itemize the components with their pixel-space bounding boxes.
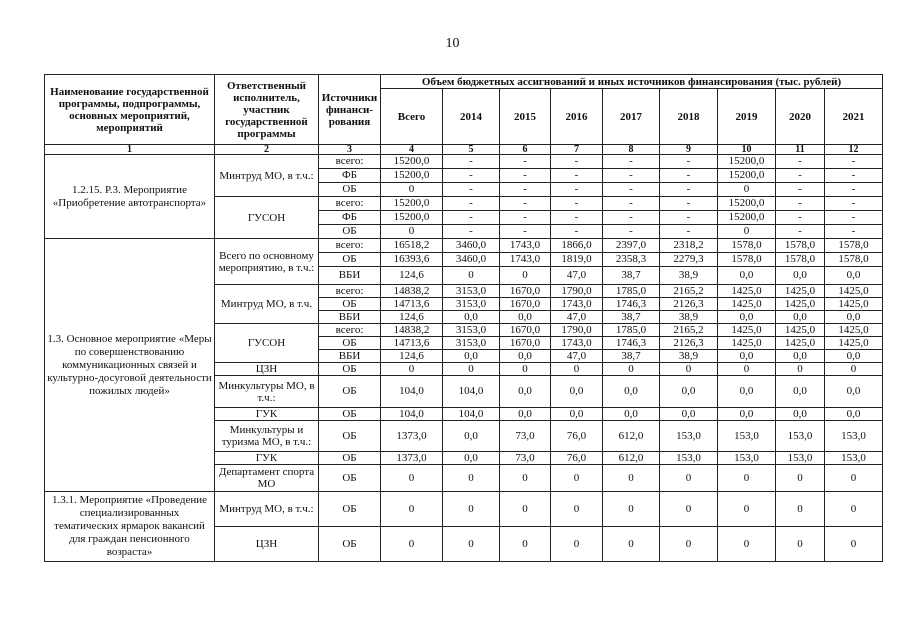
value-cell: 0,0 xyxy=(825,376,883,408)
header-row-1 xyxy=(45,75,883,89)
value-cell: 73,0 xyxy=(500,421,551,452)
value-cell: 0 xyxy=(443,363,500,376)
value-cell: 0,0 xyxy=(551,408,603,421)
value-cell: - xyxy=(825,225,883,239)
value-cell: 0 xyxy=(603,492,660,527)
value-cell: 2397,0 xyxy=(603,239,660,253)
value-cell: 0,0 xyxy=(825,311,883,324)
value-cell: 1425,0 xyxy=(776,285,825,298)
value-cell: 0,0 xyxy=(603,376,660,408)
value-cell: 124,6 xyxy=(381,350,443,363)
value-cell: 14838,2 xyxy=(381,285,443,298)
value-cell: 3153,0 xyxy=(443,298,500,311)
value-cell: 38,7 xyxy=(603,267,660,285)
source-cell: ОБ xyxy=(319,183,381,197)
value-cell: 1578,0 xyxy=(718,239,776,253)
value-cell: 3153,0 xyxy=(443,324,500,337)
value-cell: - xyxy=(825,183,883,197)
value-cell: 38,9 xyxy=(660,267,718,285)
value-cell: 0 xyxy=(551,527,603,562)
source-cell: ОБ xyxy=(319,363,381,376)
value-cell: 1425,0 xyxy=(718,285,776,298)
value-cell: 153,0 xyxy=(718,452,776,465)
value-cell: 0 xyxy=(825,363,883,376)
source-cell: ОБ xyxy=(319,337,381,350)
value-cell: 153,0 xyxy=(825,421,883,452)
value-cell: 47,0 xyxy=(551,350,603,363)
value-cell: 0 xyxy=(718,363,776,376)
value-cell: 2165,2 xyxy=(660,324,718,337)
value-cell: 0 xyxy=(776,465,825,492)
value-cell: 0 xyxy=(443,267,500,285)
value-cell: 1425,0 xyxy=(825,285,883,298)
value-cell: - xyxy=(603,197,660,211)
value-cell: 0 xyxy=(718,183,776,197)
value-cell: - xyxy=(443,197,500,211)
source-cell: ОБ xyxy=(319,408,381,421)
value-cell: 0,0 xyxy=(551,376,603,408)
value-cell: 3153,0 xyxy=(443,285,500,298)
value-cell: 1670,0 xyxy=(500,324,551,337)
value-cell: 15200,0 xyxy=(381,211,443,225)
value-cell: 1425,0 xyxy=(825,337,883,350)
value-cell: 0 xyxy=(603,363,660,376)
value-cell: - xyxy=(443,169,500,183)
value-cell: 16518,2 xyxy=(381,239,443,253)
value-cell: 2279,3 xyxy=(660,253,718,267)
value-cell: 1578,0 xyxy=(825,239,883,253)
value-cell: 1743,0 xyxy=(551,337,603,350)
value-cell: 1373,0 xyxy=(381,421,443,452)
value-cell: 14713,6 xyxy=(381,337,443,350)
value-cell: 76,0 xyxy=(551,421,603,452)
source-cell: всего: xyxy=(319,239,381,253)
value-cell: 1578,0 xyxy=(825,253,883,267)
value-cell: - xyxy=(660,155,718,169)
source-cell: ОБ xyxy=(319,253,381,267)
value-cell: 2318,2 xyxy=(660,239,718,253)
value-cell: - xyxy=(551,183,603,197)
value-cell: 15200,0 xyxy=(718,211,776,225)
column-index: 7 xyxy=(551,145,603,155)
value-cell: 0,0 xyxy=(500,376,551,408)
program-name-cell: 1.3.1. Мероприятие «Проведение специализированных тематических ярмарок вакансий для граждан пенсионного возраста» xyxy=(45,492,215,562)
value-cell: 1425,0 xyxy=(718,298,776,311)
column-index: 12 xyxy=(825,145,883,155)
source-cell: всего: xyxy=(319,197,381,211)
value-cell: 0,0 xyxy=(603,408,660,421)
value-cell: - xyxy=(660,197,718,211)
value-cell: - xyxy=(776,183,825,197)
responsible-cell: Минтруд МО, в т.ч.: xyxy=(215,492,319,527)
value-cell: - xyxy=(776,211,825,225)
value-cell: 612,0 xyxy=(603,452,660,465)
source-cell: ВБИ xyxy=(319,350,381,363)
value-cell: 3460,0 xyxy=(443,239,500,253)
value-cell: 0 xyxy=(381,527,443,562)
value-cell: - xyxy=(500,197,551,211)
value-cell: 0,0 xyxy=(718,408,776,421)
value-cell: 0 xyxy=(500,492,551,527)
source-cell: ФБ xyxy=(319,211,381,225)
value-cell: 0,0 xyxy=(825,408,883,421)
column-index-row xyxy=(45,145,883,155)
value-cell: 1785,0 xyxy=(603,324,660,337)
column-index: 10 xyxy=(718,145,776,155)
value-cell: 1425,0 xyxy=(825,298,883,311)
value-cell: 1425,0 xyxy=(825,324,883,337)
budget-table xyxy=(44,74,883,562)
value-cell: - xyxy=(500,211,551,225)
value-cell: 153,0 xyxy=(660,452,718,465)
value-cell: 0,0 xyxy=(776,408,825,421)
value-cell: 0,0 xyxy=(718,350,776,363)
value-cell: 0,0 xyxy=(776,311,825,324)
value-cell: 104,0 xyxy=(381,408,443,421)
value-cell: - xyxy=(551,197,603,211)
program-name-cell: 1.3. Основное мероприятие «Меры по совершенствованию коммуникационных связей и культурно-досуговой деятельности пожилых людей» xyxy=(45,239,215,492)
value-cell: 1425,0 xyxy=(718,324,776,337)
value-cell: 0 xyxy=(500,363,551,376)
responsible-cell: ГУК xyxy=(215,452,319,465)
header-year: 2019 xyxy=(718,89,776,145)
value-cell: 0 xyxy=(500,527,551,562)
column-index: 3 xyxy=(319,145,381,155)
value-cell: 2358,3 xyxy=(603,253,660,267)
value-cell: 1866,0 xyxy=(551,239,603,253)
source-cell: ВБИ xyxy=(319,311,381,324)
value-cell: 0 xyxy=(443,492,500,527)
table-row xyxy=(45,155,883,169)
value-cell: 1790,0 xyxy=(551,285,603,298)
value-cell: 0 xyxy=(776,363,825,376)
value-cell: - xyxy=(551,225,603,239)
header-year: 2021 xyxy=(825,89,883,145)
value-cell: - xyxy=(776,155,825,169)
value-cell: 1819,0 xyxy=(551,253,603,267)
value-cell: 1425,0 xyxy=(776,337,825,350)
source-cell: всего: xyxy=(319,155,381,169)
value-cell: - xyxy=(825,211,883,225)
value-cell: 0 xyxy=(381,465,443,492)
value-cell: 14838,2 xyxy=(381,324,443,337)
value-cell: 0,0 xyxy=(443,421,500,452)
value-cell: 38,9 xyxy=(660,311,718,324)
source-cell: ОБ xyxy=(319,421,381,452)
value-cell: 0 xyxy=(551,465,603,492)
value-cell: 76,0 xyxy=(551,452,603,465)
header-source: Источники финанси-рования xyxy=(319,75,381,145)
source-cell: ОБ xyxy=(319,452,381,465)
value-cell: 0 xyxy=(381,183,443,197)
page-number: 10 xyxy=(445,36,460,51)
value-cell: 0 xyxy=(443,465,500,492)
responsible-cell: ГУСОН xyxy=(215,197,319,239)
source-cell: ОБ xyxy=(319,527,381,562)
value-cell: 14713,6 xyxy=(381,298,443,311)
value-cell: 124,6 xyxy=(381,311,443,324)
value-cell: 2126,3 xyxy=(660,298,718,311)
header-year: 2016 xyxy=(551,89,603,145)
responsible-cell: Минтруд МО, в т.ч.: xyxy=(215,155,319,197)
source-cell: всего: xyxy=(319,324,381,337)
source-cell: ФБ xyxy=(319,169,381,183)
value-cell: 1578,0 xyxy=(776,253,825,267)
table-row xyxy=(45,492,883,527)
value-cell: 38,7 xyxy=(603,311,660,324)
value-cell: 38,7 xyxy=(603,350,660,363)
value-cell: 0,0 xyxy=(660,376,718,408)
value-cell: 1790,0 xyxy=(551,324,603,337)
value-cell: 1743,0 xyxy=(551,298,603,311)
value-cell: - xyxy=(776,197,825,211)
value-cell: - xyxy=(551,155,603,169)
value-cell: 0 xyxy=(603,527,660,562)
value-cell: - xyxy=(825,155,883,169)
value-cell: - xyxy=(603,225,660,239)
responsible-cell: Департамент спорта МО xyxy=(215,465,319,492)
value-cell: 1425,0 xyxy=(718,337,776,350)
value-cell: - xyxy=(603,169,660,183)
column-index: 8 xyxy=(603,145,660,155)
value-cell: 104,0 xyxy=(443,408,500,421)
value-cell: 1746,3 xyxy=(603,337,660,350)
value-cell: - xyxy=(660,211,718,225)
source-cell: ОБ xyxy=(319,492,381,527)
value-cell: - xyxy=(500,169,551,183)
value-cell: - xyxy=(825,197,883,211)
value-cell: 0 xyxy=(551,363,603,376)
value-cell: 15200,0 xyxy=(718,155,776,169)
value-cell: 0,0 xyxy=(443,452,500,465)
value-cell: 1425,0 xyxy=(776,324,825,337)
source-cell: ОБ xyxy=(319,465,381,492)
header-year: 2015 xyxy=(500,89,551,145)
value-cell: 0 xyxy=(660,363,718,376)
value-cell: 2126,3 xyxy=(660,337,718,350)
value-cell: 0,0 xyxy=(825,350,883,363)
source-cell: ВБИ xyxy=(319,267,381,285)
value-cell: - xyxy=(660,225,718,239)
value-cell: 153,0 xyxy=(660,421,718,452)
header-year: 2020 xyxy=(776,89,825,145)
value-cell: 104,0 xyxy=(381,376,443,408)
value-cell: 1785,0 xyxy=(603,285,660,298)
value-cell: - xyxy=(603,211,660,225)
value-cell: 0 xyxy=(381,363,443,376)
value-cell: - xyxy=(660,183,718,197)
value-cell: 1373,0 xyxy=(381,452,443,465)
value-cell: 15200,0 xyxy=(381,155,443,169)
value-cell: 0 xyxy=(660,527,718,562)
value-cell: - xyxy=(660,169,718,183)
value-cell: 104,0 xyxy=(443,376,500,408)
value-cell: 15200,0 xyxy=(381,197,443,211)
header-budget-group: Объем бюджетных ассигнований и иных источников финансирования (тыс. рублей) xyxy=(381,75,883,89)
value-cell: 0 xyxy=(718,465,776,492)
source-cell: всего: xyxy=(319,285,381,298)
value-cell: 15200,0 xyxy=(381,169,443,183)
value-cell: 612,0 xyxy=(603,421,660,452)
responsible-cell: ГУК xyxy=(215,408,319,421)
value-cell: 0 xyxy=(381,492,443,527)
value-cell: - xyxy=(776,169,825,183)
value-cell: 0,0 xyxy=(500,408,551,421)
value-cell: 0,0 xyxy=(776,350,825,363)
value-cell: 0,0 xyxy=(660,408,718,421)
source-cell: ОБ xyxy=(319,298,381,311)
value-cell: 0,0 xyxy=(500,311,551,324)
value-cell: 124,6 xyxy=(381,267,443,285)
responsible-cell: ЦЗН xyxy=(215,363,319,376)
value-cell: - xyxy=(603,183,660,197)
value-cell: 47,0 xyxy=(551,311,603,324)
source-cell: ОБ xyxy=(319,225,381,239)
value-cell: 1743,0 xyxy=(500,253,551,267)
value-cell: 0 xyxy=(500,465,551,492)
value-cell: 0 xyxy=(718,225,776,239)
responsible-cell: Всего по основному мероприятию, в т.ч.: xyxy=(215,239,319,285)
header-responsible: Ответственный исполнитель, участник государственной программы xyxy=(215,75,319,145)
value-cell: 0,0 xyxy=(718,267,776,285)
value-cell: 1425,0 xyxy=(776,298,825,311)
value-cell: 0 xyxy=(718,527,776,562)
value-cell: 0 xyxy=(660,465,718,492)
column-index: 9 xyxy=(660,145,718,155)
responsible-cell: Минкультуры и туризма МО, в т.ч.: xyxy=(215,421,319,452)
column-index: 1 xyxy=(45,145,215,155)
value-cell: 0,0 xyxy=(776,267,825,285)
value-cell: 0,0 xyxy=(443,350,500,363)
value-cell: 0 xyxy=(443,527,500,562)
value-cell: 0,0 xyxy=(718,376,776,408)
value-cell: - xyxy=(551,169,603,183)
value-cell: 0 xyxy=(776,492,825,527)
value-cell: 0 xyxy=(603,465,660,492)
table-row xyxy=(45,239,883,253)
header-year: Всего xyxy=(381,89,443,145)
responsible-cell: ЦЗН xyxy=(215,527,319,562)
value-cell: 0 xyxy=(776,527,825,562)
value-cell: 1746,3 xyxy=(603,298,660,311)
column-index: 6 xyxy=(500,145,551,155)
value-cell: 73,0 xyxy=(500,452,551,465)
value-cell: - xyxy=(443,225,500,239)
header-year: 2014 xyxy=(443,89,500,145)
column-index: 4 xyxy=(381,145,443,155)
value-cell: - xyxy=(443,211,500,225)
value-cell: 153,0 xyxy=(825,452,883,465)
value-cell: 0 xyxy=(381,225,443,239)
value-cell: 0,0 xyxy=(500,350,551,363)
value-cell: 153,0 xyxy=(776,452,825,465)
value-cell: 1743,0 xyxy=(500,239,551,253)
header-name: Наименование государственной программы, подпрограммы, основных мероприятий, мероприятий xyxy=(45,75,215,145)
value-cell: - xyxy=(500,183,551,197)
value-cell: 2165,2 xyxy=(660,285,718,298)
value-cell: - xyxy=(551,211,603,225)
value-cell: 153,0 xyxy=(718,421,776,452)
value-cell: - xyxy=(825,169,883,183)
responsible-cell: Минкультуры МО, в т.ч.: xyxy=(215,376,319,408)
value-cell: 15200,0 xyxy=(718,169,776,183)
value-cell: - xyxy=(776,225,825,239)
value-cell: 1578,0 xyxy=(718,253,776,267)
value-cell: - xyxy=(500,155,551,169)
value-cell: 3153,0 xyxy=(443,337,500,350)
value-cell: 1670,0 xyxy=(500,285,551,298)
value-cell: 15200,0 xyxy=(718,197,776,211)
responsible-cell: Минтруд МО, в т.ч. xyxy=(215,285,319,324)
value-cell: 1670,0 xyxy=(500,337,551,350)
value-cell: 0 xyxy=(825,465,883,492)
responsible-cell: ГУСОН xyxy=(215,324,319,363)
value-cell: 47,0 xyxy=(551,267,603,285)
value-cell: 0,0 xyxy=(776,376,825,408)
value-cell: - xyxy=(603,155,660,169)
column-index: 5 xyxy=(443,145,500,155)
value-cell: 3460,0 xyxy=(443,253,500,267)
program-name-cell: 1.2.15. Р.3. Мероприятие «Приобретение автотранспорта» xyxy=(45,155,215,239)
value-cell: 0 xyxy=(825,492,883,527)
value-cell: 0 xyxy=(825,527,883,562)
value-cell: - xyxy=(443,155,500,169)
value-cell: 0 xyxy=(551,492,603,527)
source-cell: ОБ xyxy=(319,376,381,408)
value-cell: 153,0 xyxy=(776,421,825,452)
header-year: 2017 xyxy=(603,89,660,145)
value-cell: 1670,0 xyxy=(500,298,551,311)
value-cell: - xyxy=(443,183,500,197)
value-cell: 0,0 xyxy=(718,311,776,324)
value-cell: 0 xyxy=(660,492,718,527)
value-cell: 38,9 xyxy=(660,350,718,363)
value-cell: 0 xyxy=(718,492,776,527)
column-index: 11 xyxy=(776,145,825,155)
value-cell: 0,0 xyxy=(825,267,883,285)
value-cell: - xyxy=(500,225,551,239)
header-year: 2018 xyxy=(660,89,718,145)
value-cell: 16393,6 xyxy=(381,253,443,267)
value-cell: 0,0 xyxy=(443,311,500,324)
value-cell: 0 xyxy=(500,267,551,285)
column-index: 2 xyxy=(215,145,319,155)
value-cell: 1578,0 xyxy=(776,239,825,253)
